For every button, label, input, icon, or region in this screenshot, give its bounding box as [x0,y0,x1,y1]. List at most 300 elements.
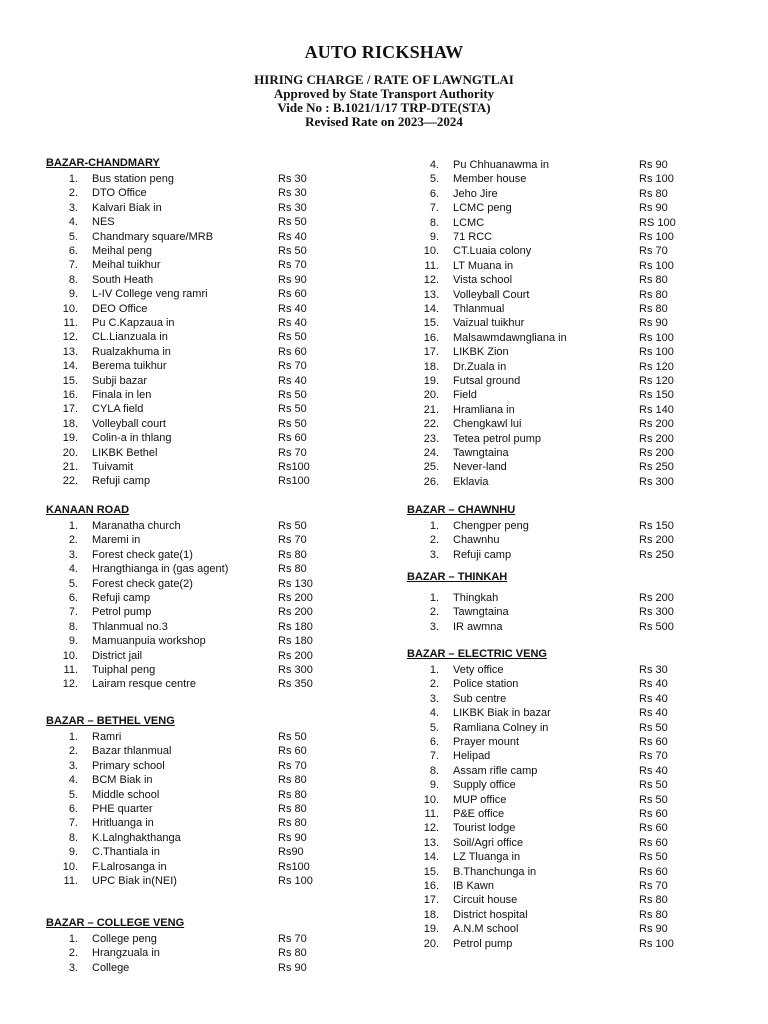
row-number: 6. [429,736,439,748]
row-number: 23. [423,432,439,445]
destination-name: LIKBK Zion [453,346,509,359]
destination-name: Volleyball Court [453,288,530,301]
fare-price: Rs 80 [639,894,668,907]
fare-price: Rs 80 [639,303,668,315]
row-number: 16. [62,389,78,401]
fare-price: Rs 50 [639,721,668,734]
row-number: 18. [423,360,439,373]
fare-price: Rs 70 [278,259,307,272]
row-number: 2. [429,606,439,619]
destination-name: Forest check gate(2) [92,577,193,590]
fare-price: Rs 80 [278,788,307,801]
fare-price: Rs 100 [639,937,674,950]
fare-price: RS 100 [639,216,676,229]
destination-name: Maremi in [92,534,141,547]
destination-name: Jeho Jire [453,187,498,200]
destination-name: P&E office [453,808,505,820]
fare-price: Rs 70 [278,534,307,547]
fare-price: Rs 200 [278,649,313,662]
rate-row [407,417,747,431]
rate-row [46,345,386,359]
destination-name: Hritluanga in [92,817,154,830]
fare-price: Rs 50 [278,520,307,532]
destination-name: Ramri [92,731,122,743]
fare-price: Rs 30 [639,664,668,676]
fare-price: Rs 250 [639,548,674,561]
destination-name: CL.Lianzuala in [92,331,168,344]
fare-price: Rs 50 [278,731,307,743]
fare-price: Rs 90 [278,831,307,844]
fare-price: Rs 90 [278,961,307,974]
row-number: 8. [68,620,78,633]
row-number: 13. [423,836,439,849]
rate-row [407,519,747,533]
row-number: 17. [62,403,78,416]
destination-name: K.Lalnghakthanga [92,831,181,844]
rate-row [407,374,747,388]
fare-price: Rs 200 [278,606,313,619]
destination-name: Vista school [453,274,513,287]
destination-name: 71 RCC [453,231,493,243]
fare-price: Rs 100 [639,346,674,359]
rate-row [407,548,747,562]
rate-row [46,759,386,773]
fare-price: Rs 180 [278,635,313,648]
destination-name: Tawngtaina [453,447,509,459]
section-title: BAZAR – ELECTRIC VENG [407,648,547,660]
fare-price: Rs 60 [278,288,307,301]
destination-name: Member house [453,173,527,186]
rate-row [407,273,747,287]
rate-row [407,764,747,778]
destination-name: Tetea petrol pump [453,432,542,445]
destination-name: Tawngtaina [453,606,509,619]
destination-name: Malsawmdawngliana in [453,331,567,344]
rate-row [407,158,747,172]
row-number: 14. [62,360,78,373]
rate-row [46,201,386,215]
subtitle-revised-rate: Revised Rate on 2023—2024 [305,114,463,129]
fare-price: Rs 50 [278,403,307,416]
rate-row [46,802,386,816]
row-number: 12. [62,678,78,691]
fare-price: Rs 300 [278,664,313,676]
destination-name: Vety office [453,664,504,676]
row-number: 22. [423,418,439,431]
destination-name: NES [92,216,115,229]
destination-name: CT.Luaia colony [453,245,532,258]
fare-price: Rs 80 [278,817,307,830]
row-number: 4. [429,707,439,720]
rate-row [46,932,386,946]
destination-name: Thlanmual [453,303,505,315]
rate-row [407,591,747,605]
rate-row [46,330,386,344]
row-number: 13. [62,345,78,358]
destination-name: Mamuanpuia workshop [92,635,206,648]
fare-price: Rs100 [278,475,310,488]
fare-price: Rs 60 [639,822,668,835]
destination-name: Supply office [453,779,516,792]
destination-name: Field [453,389,477,402]
rate-row [46,359,386,373]
fare-price: Rs 80 [278,803,307,815]
fare-price: Rs 60 [278,745,307,758]
fare-price: Rs 180 [278,620,313,633]
row-number: 12. [423,274,439,287]
rate-row [407,721,747,735]
row-number: 2. [68,187,78,200]
section-title: BAZAR – THINKAH [407,571,508,583]
destination-name: LCMC peng [453,202,512,215]
rate-row [46,591,386,605]
row-number: 1. [68,731,78,743]
rate-row [407,172,747,186]
destination-name: Lairam resque centre [92,678,196,691]
destination-name: Bazar thlanmual [92,745,172,758]
row-number: 17. [423,346,439,359]
destination-name: Refuji camp [453,548,512,561]
row-number: 3. [68,961,78,974]
destination-name: IB Kawn [453,880,494,892]
destination-name: Meihal peng [92,245,152,257]
row-number: 6. [68,245,78,257]
destination-name: Assam rifle camp [453,764,538,777]
destination-name: LZ Tluanga in [453,851,521,864]
destination-name: Ramliana Colney in [453,721,549,734]
rate-row [407,345,747,359]
row-number: 20. [62,446,78,459]
destination-name: Chengper peng [453,520,529,532]
fare-price: Rs100 [278,461,310,473]
row-number: 2. [68,745,78,758]
row-number: 9. [68,288,78,301]
row-number: 8. [429,764,439,777]
fare-price: Rs 140 [639,403,674,416]
row-number: 26. [423,475,439,488]
destination-name: LIKBK Biak in bazar [453,707,551,720]
rate-row [46,649,386,663]
row-number: 7. [68,606,78,619]
row-number: 6. [68,592,78,604]
rate-row [407,908,747,922]
row-number: 24. [423,447,439,459]
rate-row [407,230,747,244]
fare-price: Rs90 [278,846,304,859]
fare-price: Rs 100 [639,331,674,344]
fare-price: Rs 300 [639,475,674,488]
rate-row [46,302,386,316]
rate-row [407,187,747,201]
fare-price: Rs 40 [278,317,307,329]
fare-price: Rs 250 [639,461,674,474]
fare-price: Rs 60 [639,836,668,849]
rate-row [407,316,747,330]
destination-name: South Heath [92,273,154,286]
rate-row [46,816,386,830]
row-number: 3. [68,548,78,561]
row-number: 16. [423,880,439,892]
fare-price: Rs 200 [278,592,313,604]
fare-price: Rs 40 [639,692,668,705]
destination-name: Circuit house [453,894,518,907]
rate-row [407,879,747,893]
fare-price: Rs 130 [278,577,313,590]
fare-price: Rs 200 [639,432,674,445]
fare-price: Rs 350 [278,678,313,691]
rate-row [407,836,747,850]
rate-row [407,302,747,316]
row-number: 4. [68,216,78,229]
rate-row [407,778,747,792]
destination-name: Hramliana in [453,403,515,416]
section-title: BAZAR – BETHEL VENG [46,715,175,727]
row-number: 5. [429,721,439,734]
rate-row [407,533,747,547]
fare-price: Rs 60 [278,345,307,358]
destination-name: Chawnhu [453,534,500,547]
row-number: 2. [68,534,78,547]
destination-name: DTO Office [92,187,147,200]
row-number: 1. [429,592,439,604]
row-number: 22. [62,475,78,488]
destination-name: C.Thantiala in [92,846,160,859]
fare-price: Rs 200 [639,447,674,459]
destination-name: Hrangzuala in [92,947,160,960]
fare-price: Rs 200 [639,534,674,547]
row-number: 4. [68,774,78,787]
row-number: 25. [423,461,439,474]
rate-row [46,316,386,330]
fare-price: Rs 80 [278,548,307,561]
rate-row [407,475,747,489]
rate-row [46,446,386,460]
destination-name: Meihal tuikhur [92,259,161,272]
rate-row [46,186,386,200]
row-number: 11. [63,875,78,887]
fare-price: Rs 200 [639,592,674,604]
rate-row [46,273,386,287]
row-number: 9. [68,635,78,648]
row-number: 10. [62,302,78,315]
fare-price: Rs 80 [278,947,307,960]
row-number: 5. [68,230,78,243]
fare-price: Rs100 [278,860,310,873]
section-title: BAZAR – COLLEGE VENG [46,917,185,929]
fare-price: Rs 50 [278,245,307,257]
row-number: 2. [429,678,439,691]
destination-name: LCMC [453,216,485,229]
rate-row [407,677,747,691]
rate-row [407,388,747,402]
fare-price: Rs 50 [278,331,307,344]
fare-price: Rs 50 [278,389,307,401]
fare-price: Rs 40 [639,678,668,691]
row-number: 12. [62,331,78,344]
rate-row [407,821,747,835]
fare-price: Rs 300 [639,606,674,619]
destination-name: Eklavia [453,475,489,488]
fare-price: Rs 120 [639,360,674,373]
rate-row [46,946,386,960]
destination-name: Prayer mount [453,736,520,748]
row-number: 1. [68,173,78,185]
row-number: 2. [68,947,78,960]
destination-name: Volleyball court [92,417,166,430]
row-number: 7. [68,817,78,830]
row-number: 5. [68,788,78,801]
fare-price: Rs 80 [278,774,307,787]
row-number: 11. [424,808,439,820]
row-number: 6. [68,803,78,815]
destination-name: Thingkah [453,592,499,604]
row-number: 17. [423,894,439,907]
destination-name: Bus station peng [92,173,174,185]
row-number: 7. [429,202,439,215]
row-number: 4. [68,563,78,576]
destination-name: Maranatha church [92,520,181,532]
fare-price: Rs 70 [278,446,307,459]
destination-name: L-IV College veng ramri [92,288,208,301]
destination-name: Petrol pump [453,937,513,950]
rate-row [46,519,386,533]
fare-price: Rs 90 [278,273,307,286]
fare-price: Rs 60 [278,432,307,445]
fare-price: Rs 50 [278,417,307,430]
rate-row [407,865,747,879]
destination-name: Chengkawl lui [453,418,522,431]
rate-row [407,749,747,763]
rate-row [407,432,747,446]
destination-name: Refuji camp [92,475,151,488]
fare-price: Rs 150 [639,389,674,402]
row-number: 9. [429,779,439,792]
rate-row [46,374,386,388]
rate-row [46,258,386,272]
destination-name: Finala in len [92,389,152,401]
destination-name: F.Lalrosanga in [92,860,167,873]
rate-row [46,634,386,648]
row-number: 5. [68,577,78,590]
destination-name: District jail [92,649,143,662]
rate-row [46,474,386,488]
row-number: 1. [68,933,78,945]
fare-price: Rs 70 [639,245,668,258]
destination-name: Colin-a in thlang [92,432,172,445]
destination-name: UPC Biak in(NEI) [92,875,177,887]
row-number: 8. [68,831,78,844]
fare-price: Rs 40 [278,230,307,243]
row-number: 1. [429,664,439,676]
destination-name: Thlanmual no.3 [92,620,168,633]
fare-price: Rs 90 [639,317,668,330]
row-number: 19. [423,375,439,387]
fare-price: Rs 50 [639,851,668,864]
fare-price: Rs 120 [639,375,674,387]
fare-price: Rs 100 [639,231,674,243]
row-number: 8. [68,273,78,286]
rate-row [46,961,386,975]
fare-price: Rs 80 [278,563,307,576]
destination-name: Chandmary square/MRB [92,230,214,243]
destination-name: Pu C.Kapzaua in [92,317,175,329]
rate-row [407,244,747,258]
destination-name: Kalvari Biak in [92,201,162,214]
fare-price: Rs 70 [639,750,668,763]
destination-name: Futsal ground [453,375,521,387]
destination-name: Petrol pump [92,606,152,619]
fare-price: Rs 40 [639,707,668,720]
row-number: 8. [429,216,439,229]
fare-price: Rs 90 [639,159,668,171]
rate-row [407,893,747,907]
row-number: 21. [62,461,78,473]
destination-name: PHE quarter [92,803,153,815]
destination-name: IR awmna [453,620,503,633]
row-number: 20. [423,937,439,950]
destination-name: College [92,961,130,974]
rate-row [46,773,386,787]
fare-price: Rs 80 [639,187,668,200]
fare-price: Rs 30 [278,201,307,214]
destination-name: Soil/Agri office [453,836,524,849]
document-title: AUTO RICKSHAW [304,42,464,62]
row-number: 21. [423,403,439,416]
row-number: 10. [423,793,439,806]
rate-row [407,793,747,807]
fare-price: Rs 500 [639,620,674,633]
subtitle-hiring-charge: HIRING CHARGE / RATE OF LAWNGTLAI [254,72,514,87]
row-number: 3. [68,759,78,772]
rate-row [46,605,386,619]
fare-price: Rs 30 [278,187,307,200]
rate-row [46,548,386,562]
rate-row [407,937,747,951]
rate-row [46,677,386,691]
rate-row [407,360,747,374]
destination-name: Berema tuikhur [92,360,167,373]
row-number: 1. [429,520,439,532]
row-number: 7. [68,259,78,272]
rate-row [407,201,747,215]
destination-name: Subji bazar [92,374,148,387]
fare-price: Rs 40 [278,302,307,315]
row-number: 9. [68,846,78,859]
rate-row [46,744,386,758]
rate-row [46,533,386,547]
section-title: BAZAR – CHAWNHU [407,504,516,516]
row-number: 15. [423,317,439,330]
row-number: 13. [423,288,439,301]
fare-price: Rs 80 [639,274,668,287]
destination-name: BCM Biak in [92,774,153,787]
destination-name: Refuji camp [92,592,151,604]
destination-name: Middle school [92,788,160,801]
fare-price: Rs 60 [639,865,668,878]
rate-row [407,216,747,230]
subtitle-approval: Approved by State Transport Authority [273,86,495,101]
fare-price: Rs 100 [639,173,674,186]
subtitle-vide-no: Vide No : B.1021/1/17 TRP-DTE(STA) [277,100,491,115]
rate-row [407,735,747,749]
fare-price: Rs 70 [639,880,668,892]
fare-price: Rs 90 [639,923,668,936]
destination-name: Primary school [92,759,165,772]
rate-row [46,460,386,474]
fare-price: Rs 50 [639,779,668,792]
rate-row [407,331,747,345]
fare-price: Rs 100 [639,259,674,272]
